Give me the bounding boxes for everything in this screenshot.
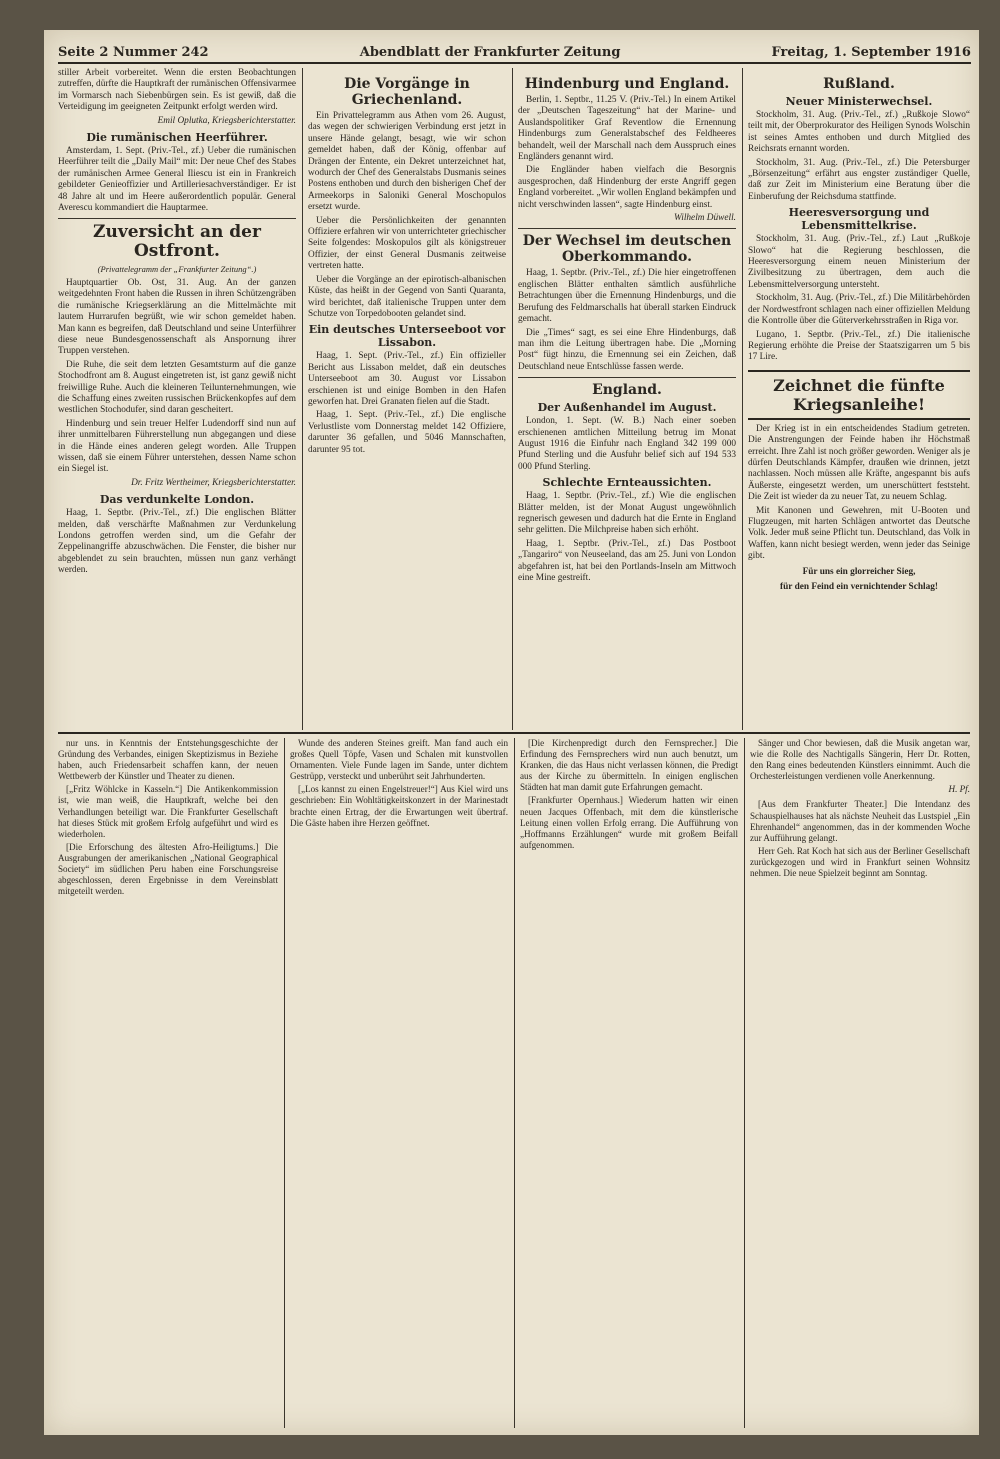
headline: Hindenburg und England. xyxy=(524,76,730,92)
column-4 xyxy=(748,68,970,730)
article-text: Die Engländer haben vielfach die Besorgnis ausgesprochen, daß Hindenburg der erste Angriff gegen England vorbereitet. „Wir wollen England bekämpfen und nicht verschwinden lassen“, sagte Hindenburg einst. xyxy=(518,165,736,210)
article-text: Berlin, 1. Septbr., 11.25 V. (Priv.-Tel.) In einem Artikel der „Deutschen Tageszeitung“ hat der Marine- und Auslandspolitiker Graf Reventlow die Ernennung Hindenburgs zum Generalstabschef des Feldheeres behandelt, weil der Marschall nach dem Ausspruch eines Engländers genannt wird. xyxy=(518,95,736,163)
article-text: Haag, 1. Sept. (Priv.-Tel., zf.) Ein offizieller Bericht aus Lissabon meldet, daß ein deutsches Unterseeboot am 30. August vor Lissabon erschienen ist und einige Bomben in den Hafen geworfen hat. Drei Granaten fielen auf die Stadt. xyxy=(308,351,506,407)
column-rule xyxy=(284,738,285,1428)
article-text: Haag, 1. Sept. (Priv.-Tel., zf.) Die englische Verlustliste vom Donnerstag meldet 142 Offiziere, darunter 36 gefallen, und 5046 Mannschaften, darunter 95 tot. xyxy=(308,410,506,455)
byline: Emil Oplutka, Kriegsberichterstatter. xyxy=(157,115,296,126)
column-2 xyxy=(308,68,506,730)
column-3 xyxy=(518,68,736,730)
article-text: Der Krieg ist in ein entscheidendes Stadium getreten. Die Anstrengungen der Feinde haben ihr Höchstmaß erreicht. Ihre Zahl ist noch größer geworden. Weniger als je dürfen Deutschlands Kämpfer, draußen wie drinnen, jetzt nachlassen. Noch müssen alle Kräfte, angespannt bis aufs Äußerste, eingesetzt werden, um unerschüttert feststeht. Die Zeit ist wieder da zu neuer Tat, zu neuem Schlag. xyxy=(748,423,970,503)
headline: Das verdunkelte London. xyxy=(99,493,255,507)
byline: H. Pf. xyxy=(948,784,970,795)
article-text: [„Los kannst zu einen Engelstreuer!“] Aus Kiel wird uns geschrieben: Ein Wohltätigkeitskonzert in der Marinestadt brachte einen Ertrag, der die Erwartungen weit übertraf. Die Gäste haben ihre Herzen geöffnet. xyxy=(290,784,508,828)
masthead xyxy=(58,42,971,64)
article-text: [Die Kirchenpredigt durch den Fernsprecher.] Die Erfindung des Fernsprechers wird nun auch benutzt, um Kranken, die das Haus nicht verlassen können, die Predigt aus der Kirche zu übermitteln. In einigen englischen Städten hat man damit gute Erfahrungen gemacht. xyxy=(520,738,738,793)
article-text: [Frankfurter Opernhaus.] Wiederum hatten wir einen neuen Jacques Offenbach, mit dem die künstlerische Leitung einen vollen Erfolg errang. Die Aufführung von „Hoffmanns Erzählungen“ wurde mit großem Beifall aufgenommen. xyxy=(520,795,738,850)
headline: Die rumänischen Heerführer. xyxy=(86,131,268,145)
headline: Heeresversorgung und Lebensmittelkrise. xyxy=(788,206,930,233)
war-loan-appeal-banner: Zeichnet die fünfte Kriegsanleihe! xyxy=(748,370,970,420)
closing-line: für den Feind ein vernichtender Schlag! xyxy=(780,582,938,592)
subheadline: Der Außenhandel im August. xyxy=(537,401,717,415)
article-text: [„Fritz Wöhlcke in Kasseln.“] Die Antikenkommission ist, wie man weiß, die Hauptkraft, welche bei den Verhandlungen beteiligt war. Die Frankfurter Gesellschaft hat dieses Stück mit großem Erfolg aufgeführt und wird es wiederholen. xyxy=(58,784,278,839)
byline: Dr. Fritz Wertheimer, Kriegsberichterstatter. xyxy=(131,477,296,488)
article-text: Ueber die Persönlichkeiten der genannten Offiziere erfahren wir von unterrichteter griechischer Seite folgendes: Moskopulos gilt als königstreuer Offizier, der einst General Dusmanis zeitweise vertreten hatte. xyxy=(308,215,506,272)
column-rule xyxy=(742,68,743,730)
article-text: Hauptquartier Ob. Ost, 31. Aug. An der ganzen weitgedehnten Front haben die Russen in ihren Schützengräben die rumänische Kriegserklärung an die Mittelmächte mit lautem Hurrarufen begrüßt, wie wir schon gemeldet haben. Man kann es begreifen, daß Deutschland und seine Unterführer diese neue Bundesgenossenschaft als Anspornung ihrer Truppen verstehen. xyxy=(58,277,296,357)
newspaper-title: Abendblatt der Frankfurter Zeitung xyxy=(359,44,621,60)
article-text: Herr Geh. Rat Koch hat sich aus der Berliner Gesellschaft zurückgezogen und wird in Frankfurt seinen Wohnsitz nehmen. Die neue Spielzeit beginnt am Sonntag. xyxy=(750,845,970,879)
feuilleton-column-1 xyxy=(58,738,278,1428)
article-text: London, 1. Sept. (W. B.) Nach einer soeben erschienenen amtlichen Mitteilung betrug im Monat August 1916 die Einfuhr nach England 342 199 000 Pfund Sterling und die Ausfuhr belief sich auf 194 533 000 Pfund Sterling. xyxy=(518,416,736,472)
article-text: Mit Kanonen und Gewehren, mit U-Booten und Flugzeugen, mit harten Schlägen antwortet das Deutsche Volk. Jeder muß seine Pflicht tun. Deutschland, das Volk in Waffen, kann nicht besiegt werden, wenn jeder das Seinige gibt. xyxy=(748,505,970,562)
headline: Zuversicht an der Ostfront. xyxy=(58,218,296,261)
headline: England. xyxy=(518,377,736,398)
article-text: Die Ruhe, die seit dem letzten Gesamtsturm auf die ganze Stochodfront am 8. August eingetreten ist, ist ganz gewiß nicht freiwillige Ruhe. Auch die kleineren Teilunternehmungen, wie die Schaffung eines zweiten russischen Brückenkopfes auf dem westlichen Stochodufer, sind daran gescheitert. xyxy=(58,359,296,416)
byline: Wilhelm Düwell. xyxy=(674,213,736,224)
article-text: Ein Privattelegramm aus Athen vom 26. August, das wegen der schwierigen Verbindung erst jetzt in unsere Hände gelangt, besagt, wie wir schon gemeldet haben, daß der König, offenbar auf Drängen der Entente, ein Dekret unterzeichnet hat, wodurch der Chef des Generalstabs Dusmanis seines Postens enthoben und durch den bisherigen Chef der Armeekorps in Saloniki General Moschopulos ersetzt wurde. xyxy=(308,111,506,213)
page-number: Seite 2 Nummer 242 xyxy=(58,44,209,60)
article-text: Lugano, 1. Septbr. (Priv.-Tel., zf.) Die italienische Regierung erhöhte die Preise der Staatszigarren um 5 bis 17 Lire. xyxy=(748,329,970,363)
article-text: Die „Times“ sagt, es sei eine Ehre Hindenburgs, daß man ihm die Leitung übertragen habe. Die „Morning Post“ fügt hinzu, die Ernennung sei ein Zeichen, daß Deutschland neue Entschlüsse fassen werde. xyxy=(518,327,736,372)
article-text: nur uns. in Kenntnis der Entstehungsgeschichte der Gründung des Verbandes, einigen Skeptizismus in Beziehe haben, auch Friedensarbeit schaffen kann, der neuen Wettbewerb der Künstler und Theater zu dienen. xyxy=(58,738,278,782)
article-text: Sänger und Chor bewiesen, daß die Musik angetan war, wie die Rolle des Nachtigalls Sängerin, Herr Dr. Rotten, den Rang eines bedeutenden Künstlers einnimmt. Auch die Orchesterleistungen verdienen volle Anerkennung. xyxy=(750,738,970,782)
column-rule xyxy=(302,68,303,730)
headline: Ein deutsches Unterseeboot vor Lissabon. xyxy=(308,323,506,350)
article-text: Haag, 1. Septbr. (Priv.-Tel., zf.) Die hier eingetroffenen englischen Blätter enthalten sämtlich ausführliche Betrachtungen über die Ernennung Hindenburgs, und die Berufung des Feldmarschalls hat überall starken Eindruck gemacht. xyxy=(518,268,736,325)
article-text: Ueber die Vorgänge an der epirotisch-albanischen Küste, das heißt in der Gegend von Santi Quaranta, wird berichtet, daß italienische Truppen unter dem Schutze von Torpedobooten gelandet sind. xyxy=(308,274,506,319)
feuilleton-column-2 xyxy=(290,738,508,1428)
feuilleton-column-3 xyxy=(520,738,738,1428)
column-rule xyxy=(512,68,513,730)
headline: Schlechte Ernteaussichten. xyxy=(542,476,712,490)
article-text: Stockholm, 31. Aug. (Priv.-Tel., zf.) Laut „Rußkoje Slowo“ hat die Regierung beschlossen, die Heeresversorgung einem neuen Ministerium der Zivilbesitzung zu übertragen, dem auch die Lebensmittelversorgung untersteht. xyxy=(748,234,970,290)
article-text: [Aus dem Frankfurter Theater.] Die Intendanz des Schauspielhauses hat als nächste Neuheit das Lustspiel „Ein Ehrenhandel“ angenommen, das in der kommenden Woche zur Aufführung gelangt. xyxy=(750,799,970,843)
subheadline: Neuer Ministerwechsel. xyxy=(785,95,933,108)
article-text: Stockholm, 31. Aug. (Priv.-Tel., zf.) Die Militärbehörden der Nordwestfront schlagen nach einer offiziellen Meldung die Kontrolle über die Güterverkehrsstraßen in Riga vor. xyxy=(748,293,970,327)
column-1 xyxy=(58,68,296,730)
article-text: Haag, 1. Septbr. (Priv.-Tel., zf.) Das Postboot „Tangariro“ von Neuseeland, das am 25. Juni von London abgefahren ist, hat bei den Portlands-Inseln am Mittwoch eine Mine gestreift. xyxy=(518,538,736,583)
article-text: [Die Erforschung des ältesten Afro-Heiligtums.] Die Ausgrabungen der amerikanischen „National Geographical Society“ im südlichen Peru haben eine Forschungsreise abgeschlossen, deren Ergebnisse in dem Vereinsblatt mitgeteilt werden. xyxy=(58,841,278,897)
headline: Der Wechsel im deutschen Oberkommando. xyxy=(518,228,736,265)
article-text: Hindenburg und sein treuer Helfer Ludendorff sind nun auf ihrer unmittelbaren Führerstellung nun abgegangen und diese in die Hände eines anderen gelegt worden. Alle Truppen wissen, daß sie einem Führer unterstehen, dessen Name schon ein Siegel ist. xyxy=(58,418,296,475)
feuilleton-column-4 xyxy=(750,738,970,1428)
article-text: Haag, 1. Septbr. (Priv.-Tel., zf.) Die englischen Blätter melden, daß verschärfte Maßnahmen zur Verdunkelung Londons getroffen werden sind, um die Gefahr der Zeppelinangriffe abzuschwächen. Die Fenster, die bisher nur abgeblendet zu sein brauchten, müssen nun ganz verhängt werden. xyxy=(58,508,296,576)
closing-line: Für uns ein glorreicher Sieg, xyxy=(802,566,916,577)
article-text: stiller Arbeit vorbereitet. Wenn die ersten Beobachtungen zutreffen, dürfte die Hauptkraft der rumänischen Offensivarmee im Vormarsch nach Siebenbürgen sein. Es ist gewiß, daß die Verteidigung im geeigneten Zeitpunkt erfolgt werden wird. xyxy=(58,68,296,113)
column-rule xyxy=(744,738,745,1428)
headline: Rußland. xyxy=(823,76,895,92)
feuilleton-divider xyxy=(58,732,970,734)
article-text: Haag, 1. Septbr. (Priv.-Tel., zf.) Wie die englischen Blätter melden, ist der Monat August ungewöhnlich regnerisch gewesen und dadurch hat die Ernte in England sehr gelitten. Die Milchpreise haben sich erhöht. xyxy=(518,491,736,536)
article-text: Amsterdam, 1. Sept. (Priv.-Tel., zf.) Ueber die rumänischen Heerführer teilt die „Daily Mail“ mit: Der neue Chef des Stabes der rumänischen Armee General Iliescu ist ein in Frankreich gebildeter Genieoffizier und Artilleriesachverständiger. Er ist 48 Jahre alt und im Heere außerordentlich populär. General Averescu kommandiert die Hauptarmee. xyxy=(58,146,296,214)
article-text: Stockholm, 31. Aug. (Priv.-Tel., zf.) „Rußkoje Slowo“ teilt mit, der Oberprokurator des Heiligen Synods Wolschin ist seines Amtes enthoben und durch Mitglied des Reichsrats ernannt worden. xyxy=(748,110,970,155)
source-line: (Privattelegramm der „Frankfurter Zeitung“.) xyxy=(97,264,257,275)
article-text: Wunde des anderen Steines greift. Man fand auch ein großes Quell Töpfe, Vasen und Schalen mit kunstvollen Ornamenten. Viele Funde lagen im Sande, unter dichtem Gestrüpp, versteckt und unberührt seit Jahrhunderten. xyxy=(290,738,508,782)
article-text: Stockholm, 31. Aug. (Priv.-Tel., zf.) Die Petersburger „Börsenzeitung“ erfährt aus engster zuständiger Quelle, daß zur Zeit im Ministerium eine Beratung über die Einberufung der Reichsduma stattfinde. xyxy=(748,157,970,202)
issue-date: Freitag, 1. September 1916 xyxy=(771,44,971,60)
column-rule xyxy=(514,738,515,1428)
headline: Die Vorgänge in Griechenland. xyxy=(344,76,470,108)
newspaper-page xyxy=(44,30,979,1435)
